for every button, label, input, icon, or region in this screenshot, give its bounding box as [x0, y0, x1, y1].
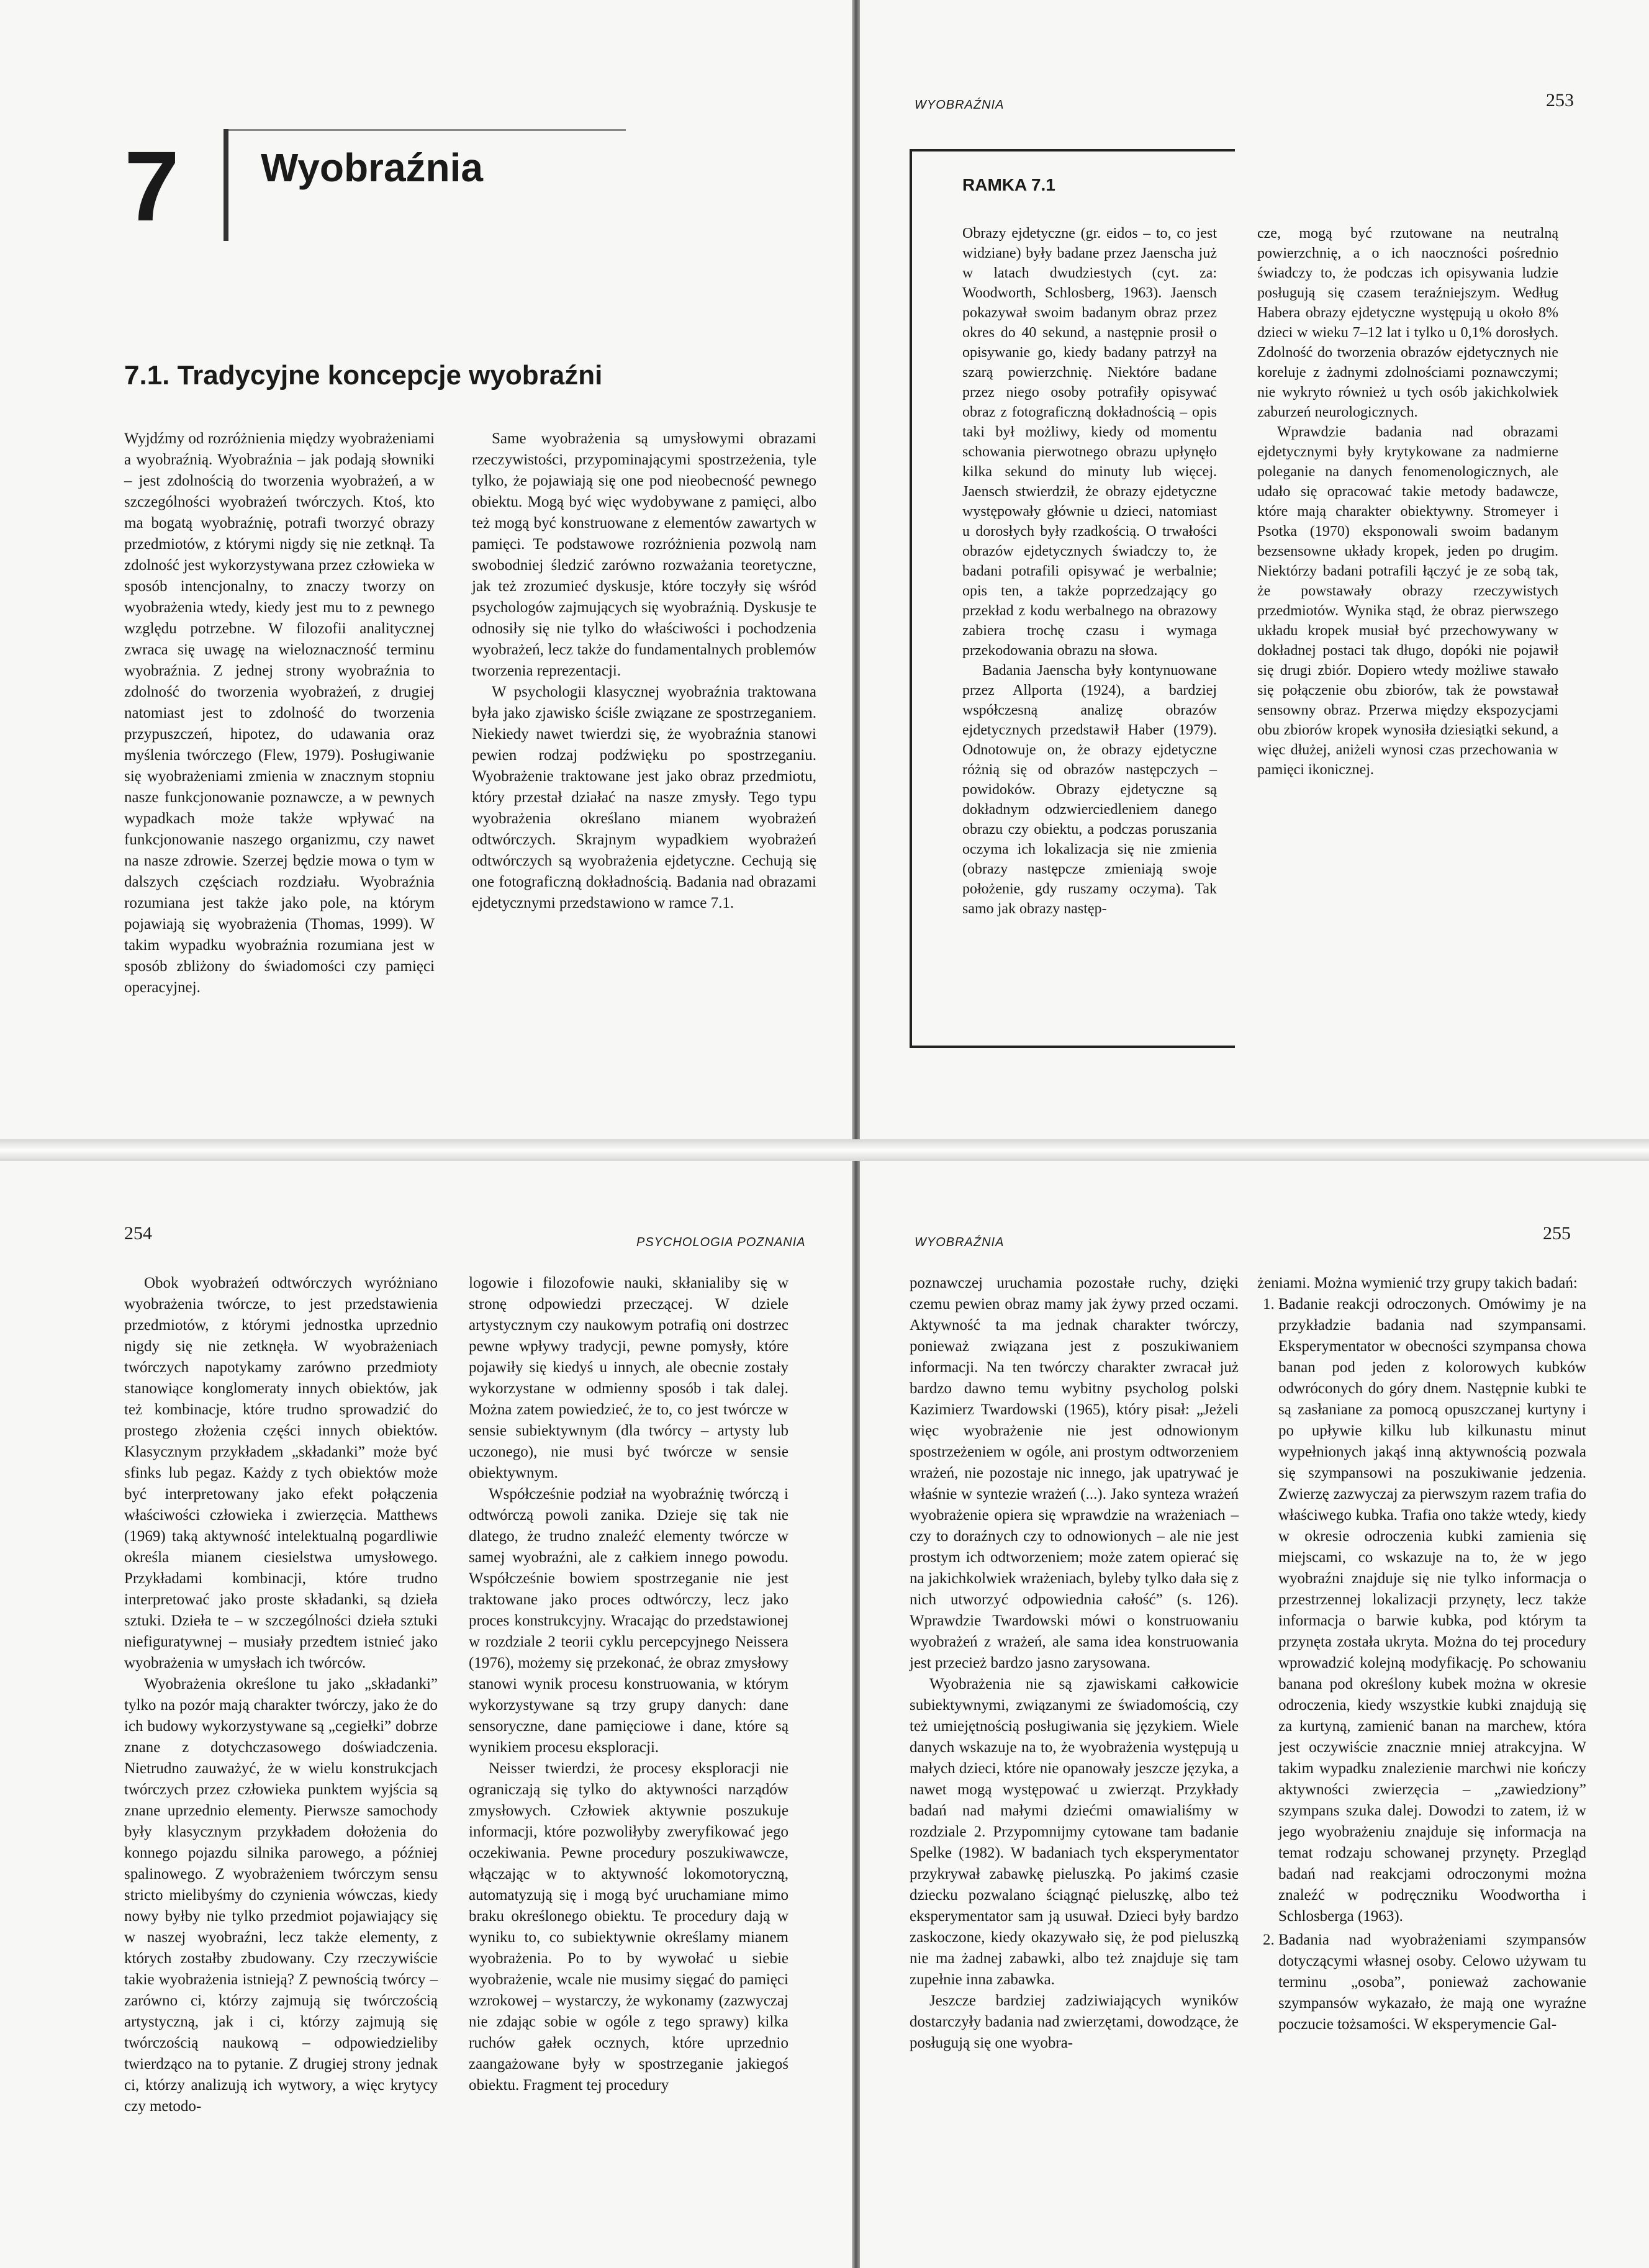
page-number: 254	[124, 1223, 152, 1244]
page-number: 253	[1546, 90, 1574, 111]
text-column	[910, 1273, 1239, 2054]
section-title: 7.1. Tradycyjne koncepcje wyobraźni	[124, 360, 603, 391]
numbered-list	[1257, 1294, 1586, 2035]
chapter-number: 7	[124, 130, 179, 242]
chapter-rule	[228, 129, 626, 131]
page-254	[0, 1161, 852, 2268]
book-gutter	[852, 0, 860, 1139]
paragraph: Obok wyobrażeń odtwórczych wyróżniano wyobrażenia twórcze, to jest przedstawienia przedmiotów, z którymi jednostka uprzednio nigdy się nie zetknęła. W wyobrażeniach twórczych napotykamy zarówno przedmioty stanowiące konglomeraty innych obiektów, jak też kombinacje, które trudno sprowadzić do prostego złożenia części innych obiektów. Klasycznym przykładem „składanki” może być sfinks lub pegaz. Każdy z tych obiektów może być interpretowany jako efekt połączenia właściwości człowieka i zwierzęcia. Matthews (1969) taką aktywność intelektualną pogardliwie określa mianem ciesielstwa umysłowego. Przykładami kombinacji, które trudno interpretować jako proste składanki, są dzieła sztuki. Dzieła te – w szczególności dzieła sztuki niefiguratywnej – musiały przedtem istnieć jako wyobrażenia w umysłach ich twórców.	[124, 1275, 438, 1671]
paragraph: żeniami. Można wymienić trzy grupy takich badań:	[1257, 1275, 1578, 1291]
text-column	[472, 428, 816, 914]
paragraph: Jeszcze bardziej zadziwiających wyników dostarczyły badania nad zwierzętami, dowodzące, że posługują się one wyobra-	[910, 1992, 1239, 2051]
book-gutter	[852, 1161, 860, 2268]
chapter-title: Wyobraźnia	[261, 145, 483, 190]
running-head: PSYCHOLOGIA POZNANIA	[636, 1236, 806, 1249]
text-column	[124, 428, 435, 998]
page-253-left	[0, 0, 852, 1139]
text-column	[1257, 1273, 1586, 2038]
running-head: WYOBRAŹNIA	[915, 98, 1005, 112]
paragraph: logowie i filozofowie nauki, skłanialiby się w stronę odpowiedzi przeczącej. W dziele artystycznym czy naukowym potrafią oni dostrzec pewne wpływy tradycji, pewne pomysły, które pojawiły się kiedyś u innych, ale obecnie zostały wykorzystane w odmienny sposób i tak dalej. Można zatem powiedzieć, że to, co jest twórcze w sensie subiektywnym (dla twórcy – artysty lub uczonego), nie musi być twórcze w sensie obiektywnym.	[469, 1275, 788, 1481]
page-255	[860, 1161, 1649, 2268]
paragraph: Badania Jaenscha były kontynuowane przez Allporta (1924), a bardziej współczesną analizę obrazów ejdetycznych przedstawił Haber (1979). Odnotowuje on, że obrazy ejdetyczne różnią się od obrazów następczych – powidoków. Obrazy ejdetyczne są dokładnym odzwierciedleniem danego obrazu czy obiektu, a podczas poruszania oczyma ich lokalizacja się nie zmienia (obrazy następcze zmieniają swoje położenie, gdy ruszamy oczyma). Tak samo jak obrazy następ-	[962, 662, 1217, 917]
box-column	[1257, 224, 1558, 780]
text-column	[469, 1273, 788, 2096]
paragraph: cze, mogą być rzutowane na neutralną powierzchnię, a o ich naoczności pośrednio świadczy to, że podczas ich opisywania ludzie posługują się czasem teraźniejszym. Według Habera obrazy ejdetyczne występują u około 8% dzieci w wieku 7–12 lat i tylko u 0,1% dorosłych. Zdolność do tworzenia obrazów ejdetycznych nie koreluje z żadnymi zdolnościami poznawczymi; nie wykryto również u tych osób jakichkolwiek zaburzeń neurologicznych.	[1257, 225, 1558, 420]
page-number: 255	[1543, 1223, 1571, 1244]
box-label: RAMKA 7.1	[962, 175, 1055, 194]
running-head: WYOBRAŹNIA	[915, 1236, 1005, 1249]
paragraph: Obrazy ejdetyczne (gr. eidos – to, co jest widziane) były badane przez Jaenscha już w latach dwudziestych (cyt. za: Woodworth, Schlosberg, 1963). Jaensch pokazywał swoim badanym obraz przez okres do 40 sekund, a następnie prosił o opisywanie go, kiedy badany patrzył na szarą powierzchnię. Niektóre badane przez niego osoby potrafiły opisywać obraz z fotograficzną dokładnością – opis taki był możliwy, kiedy od momentu schowania pierwotnego obrazu upłynęło kilka sekund do minuty lub więcej. Jaensch stwierdził, że obrazy ejdetyczne występowały głównie u dzieci, natomiast u dorosłych były rzadkością. O trwałości obrazów ejdetycznych świadczy to, że badani potrafili opisywać je werbalnie; opis ten, a także poprzedzający go przekład z kodu werbalnego na obrazowy zabiera trochę czasu i wymaga przekodowania obrazu na słowa.	[962, 225, 1217, 659]
paragraph: W psychologii klasycznej wyobraźnia traktowana była jako zjawisko ściśle związane ze spostrzeganiem. Niekiedy nawet twierdzi się, że wyobraźnia stanowi pewien rodzaj podźwięku po spostrzeganiu. Wyobrażenie traktowane jest jako obraz przedmiotu, który przestał działać na naszе zmysły. Tego typu wyobrażenia określano mianem wyobrażeń odtwórczych. Skrajnym wypadkiem wyobrażeń odtwórczych są wyobrażenia ejdetyczne. Cechują się one fotograficzną dokładnością. Badania nad obrazami ejdetycznymi przedstawiono w ramce 7.1.	[472, 684, 816, 911]
paragraph: Same wyobrażenia są umysłowymi obrazami rzeczywistości, przypominającymi spostrzeżenia, tyle tylko, że pojawiają się one pod nieobecność pewnego obiektu. Mogą być więc wydobywane z pamięci, albo też mogą być konstruowane z elementów zawartych w pamięci. Te podstawowe rozróżnienia pozwolą nam swobodniej śledzić zarówno rozważania teoretyczne, jak też zrozumieć dyskusje, które toczyły się wśród psychologów zajmujących się wyobraźnią. Dyskusje te odnosiły się nie tylko do właściwości i pochodzenia wyobrażeń, lecz także do fundamentalnych problemów tworzenia reprezentacji.	[472, 430, 816, 679]
list-item: 1. Badanie reakcji odroczonych. Omówimy je na przykładzie badania nad szympansami. Eksperymentator w obecności szympansa chowa banan pod jeden z kolorowych kubków odwróconych do góry dnem. Następnie kubki te są zasłaniane za pomocą opuszczanej kurtyny i po upływie kilku lub kilkunastu minut wypełnionych jakąś inną aktywnością pozwala się szympansowi na poszukiwanie jedzenia. Zwierzę zazwyczaj za pierwszym razem trafia do właściwego kubka. Trafia ono także wtedy, kiedy w okresie odroczenia kubki zamienia się miejscami, co wskazuje na to, że w jego wyobraźni znajduje się nie tylko informacja o przestrzennej lokalizacji przynęty, lecz także informacja o barwie kubka, pod którym ta przynęta została ukryta. Można do tej procedury wprowadzić kolejną modyfikację. Po schowaniu banana pod określony kubek można w okresie odroczenia, kiedy wszystkie kubki znajdują się za kurtyną, zamienić banan na marchew, która jest oczywiście znacznie mniej atrakcyjna. W takim wypadku znalezienie marchwi nie kończy aktywności zwierzęcia – „zawiedziony” szympans szuka dalej. Dowodzi to zatem, iż w jego wyobrażeniu znajduje się informacja na temat rodzaju schowanej przynęty. Przegląd badań nad reakcjami odroczonymi można znaleźć w podręczniku Woodwortha i Schlosberga (1963).	[1278, 1294, 1586, 1927]
list-item: 2. Badania nad wyobrażeniami szympansów dotyczącymi własnej osoby. Celowo używam tu terminu „osoba”, ponieważ zachowanie szympansów wykazało, że mają one wyraźne poczucie tożsamości. W eksperymencie Gal-	[1278, 1930, 1586, 2035]
page-253-right	[860, 0, 1649, 1139]
chapter-bar	[224, 129, 228, 241]
page-split	[0, 1139, 1649, 1161]
paragraph: Wyobrażenia nie są zjawiskami całkowicie subiektywnymi, związanymi ze świadomością, czy też umiejętnością posługiwania się językiem. Wiele danych wskazuje na to, że wyobrażenia występują u małych dzieci, które nie opanowały jeszcze języka, a nawet mogą występować u zwierząt. Przykłady badań nad małymi dziećmi omawialiśmy w rozdziale 2. Przypomnijmy cytowane tam badanie Spelke (1982). W badaniach tych eksperymentator przykrywał zabawkę pieluszką. Po jakimś czasie dziecku pozwalano ściągnąć pieluszkę, albo też eksperymentator sam ją usuwał. Dzieci były bardzo zaskoczone, kiedy okazywało się, że pod pieluszką nie ma żadnej zabawki, albo też znajduje się tam zupełnie inna zabawka.	[910, 1676, 1239, 1988]
text-column	[124, 1273, 438, 2117]
paragraph: poznawczej uruchamia pozostałe ruchy, dzięki czemu pewien obraz mamy jak żywy przed oczami. Aktywność ta ma jednak charakter twórczy, ponieważ związana jest z poszukiwaniem informacji. Na ten twórczy charakter zwracał już bardzo dawno temu wybitny psycholog polski Kazimierz Twardowski (1965), który pisał: „Jeżeli więc wyobrażenie nie jest odnowionym spostrzeżeniem w ogóle, ani prostym odtworzeniem wrażeń, nie pozostaje nic innego, jak upatrywać je właśnie w syntezie wrażeń (...). Jako synteza wrażeń wyobrażenie opiera się wprawdzie na wrażeniach – czy to doraźnych czy to odnowionych – ale nie jest prostym ich odtworzeniem; może zatem opierać się na jakichkolwiek wrażeniach, byleby tylko dała się z nich utworzyć odpowiednia całość” (s. 126). Wprawdzie Twardowski mówi o konstruowaniu wyobrażeń z wrażeń, ale sama idea konstruowania jest przecież bardzo jasno zarysowana.	[910, 1275, 1239, 1671]
paragraph: Wprawdzie badania nad obrazami ejdetycznymi były krytykowane za nadmierne poleganie na danych fenomenologicznych, ale udało się opracować takie metody badawcze, które mają charakter obiektywny. Stromeyer i Psotka (1970) eksponowali swoim badanym bezsensowne układy kropek, jeden po drugim. Niektórzy badani potrafili łączyć je ze sobą tak, że powstawały obrazy rzeczywistych przedmiotów. Wynika stąd, że obraz pierwszego układu kropek musiał być przechowywany w dokładnej postaci tak długo, dopóki nie pojawił się drugi zbiór. Dopiero wtedy możliwe stawało się połączenie obu zbiorów, tak że powstawał sensowny obraz. Przerwa między ekspozycjami obu zbiorów kropek wynosiła dziesiątki sekund, a więc dłużej, aniżeli wynosi czas przechowania w pamięci ikonicznej.	[1257, 424, 1558, 778]
paragraph: Wyobrażenia określone tu jako „składanki” tylko na pozór mają charakter twórczy, jako że do ich budowy wykorzystywane są „cegiełki” dobrze znane z dotychczasowego doświadczenia. Nietrudno zauważyć, że w wielu konstrukcjach twórczych przez człowieka punktem wyjścia są znane uprzednio elementy. Pierwsze samochody były klasycznym przykładem dołożenia do konnego pojazdu silnika parowego, a później spalinowego. Z wyobrażeniem twórczym sensu stricto mielibyśmy do czynienia wówczas, kiedy nowy byłby nie tylko przedmiot pojawiający się w naszej wyobraźni, lecz także elementy, z których zostałby zbudowany. Czy rzeczywiście takie wyobrażenia istnieją? Z pewnością twórcy – zarówno ci, którzy zajmują się twórczością artystyczną, jak i ci, którzy zajmują się twórczością naukową – odpowiedzieliby twierdząco na to pytanie. Z drugiej strony jednak ci, którzy analizują ich wytwory, a więc krytycy czy metodo-	[124, 1676, 438, 2115]
paragraph: Współcześnie podział na wyobraźnię twórczą i odtwórczą powoli zanika. Dzieje się tak nie dlatego, że trudno znaleźć elementy twórcze w samej wyobraźni, ale z całkiem innego powodu. Współcześnie bowiem spostrzeganie nie jest traktowane jako proces odtwórczy, lecz jako proces konstrukcyjny. Wracając do przedstawionej w rozdziale 2 teorii cyklu percepcyjnego Neissera (1976), możemy się przekonać, że obraz zmysłowy stanowi wynik procesu konstruowania, w którym wykorzystywane są trzy grupy danych: dane sensoryczne, dane pamięciowe i dane, które są wynikiem procesu eksploracji.	[469, 1486, 788, 1756]
box-column	[962, 224, 1217, 919]
paragraph: Neisser twierdzi, że procesy eksploracji nie ograniczają się tylko do aktywności narządów zmysłowych. Człowiek aktywnie poszukuje informacji, które pozwoliłyby zweryfikować jego oczekiwania. Pewne procedury poszukiwawcze, włączając w to aktywność lokomotoryczną, automatyzują się i mogą być uruchamiane mimo braku określonego obiektu. Te procedury dają w wyniku to, co subiektywnie określamy mianem wyobrażenia. Po to by wywołać u siebie wyobrażenie, wcale nie musimy sięgać do pamięci wzrokowej – wystarczy, że wykonamy (zazwyczaj nie zdając sobie w ogóle z tego sprawy) kilka ruchów gałek ocznych, które uprzednio zaangażowane były w spostrzeganie jakiegoś obiektu. Fragment tej procedury	[469, 1760, 788, 2094]
paragraph: Wyjdźmy od rozróżnienia między wyobrażeniami a wyobraźnią. Wyobraźnia – jak podają słowniki – jest zdolnością do tworzenia wyobrażeń, a w szczególności wyobrażeń twórczych. Ktoś, kto ma bogatą wyobraźnię, potrafi tworzyć obrazy przedmiotów, z którymi nigdy się nie zetknął. Ta zdolność jest wykorzystywana przez człowieka w sposób intencjonalny, to znaczy tworzy on wyobrażenia wtedy, kiedy jest mu to z pewnego względu potrzebne. W filozofii analitycznej zwraca się uwagę na wieloznaczność terminu wyobraźnia. Z jednej strony wyobraźnia to zdolność do tworzenia wyobrażeń, z drugiej natomiast jest to zdolność do tworzenia przypuszczeń, hipotez, do udawania oraz myślenia twórczego (Flew, 1979). Posługiwanie się wyobrażeniami zmienia w znacznym stopniu nasze funkcjonowanie poznawcze, a w pewnych wypadkach może także wpływać na funkcjonowanie naszego organizmu, czy nawet na nasze zdrowie. Szerzej będzie mowa o tym w dalszych częściach rozdziału. Wyobraźnia rozumiana jest także jako pole, na którym pojawiają się wyobrażenia (Thomas, 1999). W takim wypadku wyobraźnia rozumiana jest w sposób zbliżony do świadomości czy pamięci operacyjnej.	[124, 430, 435, 996]
